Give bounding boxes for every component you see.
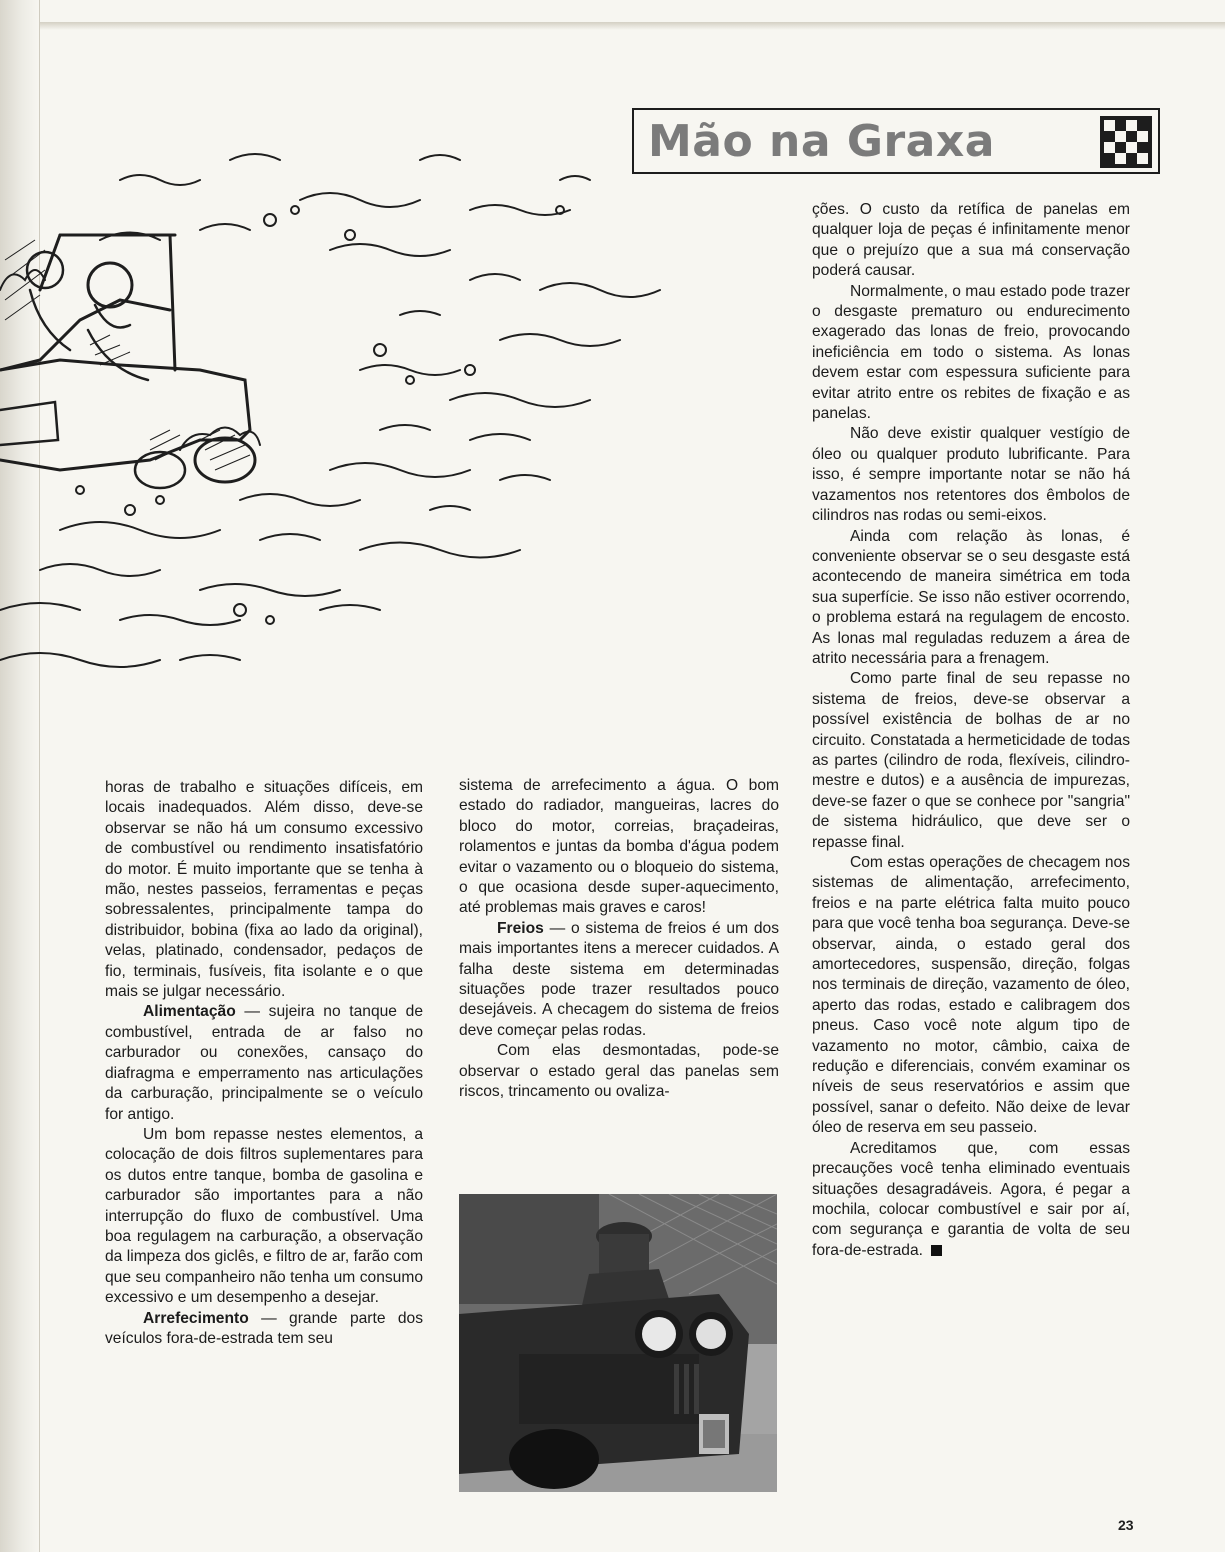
text-column-3 — [812, 200, 1130, 1510]
paragraph: horas de trabalho e situações difíceis, em locais inadequados. Além disso, deve-se observar se não há um consumo excessivo de combustível ou rendimento insatisfatório do motor. É muito importante que se tenha à mão, nestes passeios, ferramentas e peças sobressalentes, principalmente tampa do distribuidor, bobina (fixa ao lado da original), velas, platinado, condensador, pedaços de fio, terminais, fusíveis, fita isolante e o que mais se julgar necessário. — [105, 779, 423, 1001]
subheading-arrefecimento: Arrefecimento — [143, 1309, 249, 1327]
paragraph — [105, 1002, 423, 1124]
paragraph: Com estas operações de checagem nos sistemas de alimentação, arrefecimento, freios e na parte elétrica falta muito pouco para que você tenha boa segurança. Deve-se observar, ainda, o estado geral dos amortecedores, suspensão, direção, folgas nos terminais de direção, vazamento de óleo, aperto das rodas, estado e calibragem dos pneus. Caso você note algum tipo de vazamento no motor, câmbio, caixa de redução e diferenciais, convém examinar os níveis de seus reservatórios e assim que possível, sanar o defeito. Não deixe de levar óleo de reserva em seu passeio. — [812, 854, 1130, 1137]
paragraph-final — [812, 1139, 1130, 1261]
section-title: Mão na Graxa — [648, 115, 995, 167]
paragraph: Como parte final de seu repasse no sistema de freios, deve-se observar a possível existência de bolhas de ar no circuito. Constatada a hermeticidade de todas as partes (cilindro de roda, flexíveis, cilindro-mestre e dutos) e a ausência de impurezas, deve-se fazer o que se conhece por "sangria" de sistema hidráulico, que deve ser o repasse final. — [812, 670, 1130, 851]
paragraph: Não deve existir qualquer vestígio de óleo ou qualquer produto lubrificante. Para isso, é sempre importante notar se não há vazamentos nos retentores dos êmbolos de cilindros nas rodas ou semi-eixos. — [812, 425, 1130, 525]
text-column-1 — [105, 778, 423, 1518]
paragraph: Com elas desmontadas, pode-se observar o estado geral das panelas sem riscos, trincamento ou ovaliza- — [459, 1042, 779, 1101]
jeep-photo — [459, 1194, 777, 1492]
paragraph-text: Acreditamos que, com essas precauções você tenha eliminado eventuais situações desagradáveis. Agora, é pegar a mochila, colocar combustível e sair por aí, com segurança e garantia de volta de seu fora-de-estrada. — [812, 1139, 1130, 1259]
paragraph: Normalmente, o mau estado pode trazer o desgaste prematuro ou endurecimento exagerado das lonas de freio, provocando ineficiência em todo o sistema. As lonas devem estar com espessura suficiente para evitar atrito entre os rebites de fixação e as panelas. — [812, 282, 1130, 423]
paragraph-text: — sujeira no tanque de combustível, entrada de ar falso no carburador ou conexões, cansaço do diafragma e emperramento nas articulações da carburação, principalmente se o veículo for antigo. — [105, 1003, 423, 1123]
checkered-flag-icon — [1100, 116, 1152, 168]
page-top-edge — [40, 22, 1225, 30]
page-number: 23 — [1118, 1517, 1134, 1533]
paragraph-text: — o sistema de freios é um dos mais importantes itens a merecer cuidados. A falha deste sistema em determinadas situações pode trazer resultados pouco desejáveis. A checagem do sistema de freios deve começar pelas rodas. — [459, 919, 779, 1039]
subheading-freios: Freios — [497, 919, 544, 937]
section-header — [632, 108, 1160, 174]
paragraph-text: — grande parte dos veículos fora-de-estrada tem seu — [105, 1309, 423, 1347]
paragraph: ções. O custo da retífica de panelas em qualquer loja de peças é infinitamente menor que o prejuízo que a sua má conservação poderá causar. — [812, 201, 1130, 280]
jeep-water-illustration — [0, 140, 730, 700]
end-of-article-mark — [931, 1245, 942, 1256]
paragraph: sistema de arrefecimento a água. O bom estado do radiador, mangueiras, lacres do bloco do motor, correias, braçadeiras, rolamentos e juntas da bomba d'água podem evitar o vazamento ou o bloqueio do sistema, o que ocasiona desde super-aquecimento, até problemas mais graves e caros! — [459, 777, 779, 917]
paragraph — [105, 1309, 423, 1350]
paragraph — [459, 919, 779, 1041]
text-column-2 — [459, 776, 779, 1186]
subheading-alimentacao: Alimentação — [143, 1003, 236, 1021]
paragraph: Ainda com relação às lonas, é conveniente observar se o seu desgaste está acontecendo de maneira simétrica em toda sua superfície. Se isso não estiver ocorrendo, o problema estará na regulagem de encosto. As lonas mal reguladas reduzem a área de atrito necessária para a frenagem. — [812, 527, 1130, 667]
paragraph: Um bom repasse nestes elementos, a colocação de dois filtros suplementares para os dutos entre tanque, bomba de gasolina e carburador são importantes para a não interrupção do fluxo de combustível. Uma boa regulagem na carburação, a observação da limpeza dos giclês, e filtro de ar, farão com que seu companheiro não tenha um consumo excessivo e um desempenho a desejar. — [105, 1125, 423, 1307]
